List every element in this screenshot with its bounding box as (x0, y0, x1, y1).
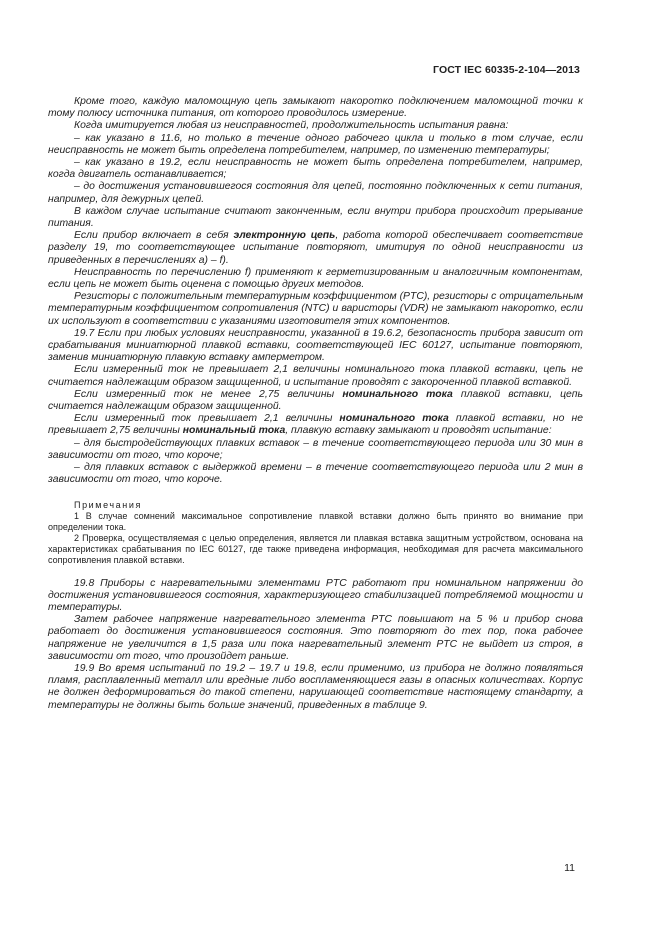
paragraph-clause-19-8: 19.8 Приборы с нагревательными элементами PTC работают при номинальном напряжении до достижения установившегося состояния, характеризующего стабилизацией потребляемой мощности и температуры. (48, 577, 583, 613)
paragraph: Кроме того, каждую маломощную цепь замыкают накоротко подключением маломощной точки к тому полюсу источника питания, от которого проводилось измерение. (48, 96, 583, 120)
page-number: 11 (564, 862, 575, 874)
term-bold: номинального тока (339, 413, 449, 425)
paragraph: Затем рабочее напряжение нагревательного элемента PTC повышают на 5 % и прибор снова работает до достижения установившегося состояния. Это повторяют до тех пор, пока рабочее напряжение не увеличится в 1,5 раза или пока нагревательный элемент PTC не выйдет из строя, в зависимости от того, что произойдет раньше. (48, 614, 583, 662)
list-item: – для плавких вставок с выдержкой времени – в течение соответствующего периода или 2 мин в зависимости от того, что короче. (48, 462, 583, 486)
notes-title: Примечания (74, 499, 142, 510)
text-run: , работа которой обеспечивает соответствие разделу 19, то соответствующее испытание повторяют, имитируя по одной неисправности из приведенных в перечислениях а) – f). (48, 230, 584, 266)
document-code-header: ГОСТ IEC 60335-2-104—2013 (433, 64, 580, 76)
paragraph-21 (48, 413, 583, 437)
paragraph: Когда имитируется любая из неисправностей, продолжительность испытания равна: (74, 120, 509, 132)
text-run: Если измеренный ток не менее 2,75 величины (74, 388, 343, 400)
page-body (48, 96, 583, 712)
text-run: Если прибор включает в себя (74, 230, 234, 242)
list-item: – как указано в 11.6, но только в течение одного рабочего цикла и только в том случае, если неисправность не может быть определена потребителем, например, по изменению температуры; (48, 132, 583, 156)
note-item: 2 Проверка, осуществляемая с целью определения, является ли плавкая вставка защитным устройством, основана на характеристиках срабатывания по IEC 60127, где также приведена информация, необходимая для расчета максимального сопротивления плавкой вставки. (48, 532, 583, 565)
paragraph-electronic-circuit (48, 230, 583, 267)
notes-block (48, 500, 583, 566)
text-run: плавкой вставки, но не превышает 2,75 величины (48, 413, 583, 437)
text-run: , плавкую вставку замыкают и проводят испытание: (285, 425, 552, 437)
list-item: – для быстродействующих плавких вставок – в течение соответствующего периода или 30 мин в зависимости от того, что короче; (48, 437, 583, 461)
paragraph: Резисторы с положительным температурным коэффициентом (PTC), резисторы с отрицательным температурным коэффициентом сопротивления (NTC) и варисторы (VDR) не замыкают накоротко, если их используют в соответствии с указаниями изготовителя этих компонентов. (48, 291, 583, 327)
paragraph-clause-19-7: 19.7 Если при любых условиях неисправности, указанной в 19.6.2, безопасность прибора зависит от срабатывания миниатюрной плавкой вставки, соответствующей IEC 60127, испытание повторяют, заменив миниатюрную плавкую вставку амперметром. (48, 327, 583, 364)
term-bold: номинального тока (342, 388, 453, 400)
term-bold: номинальный тока (182, 425, 286, 437)
paragraph: Если измеренный ток не превышает 2,1 величины номинального тока плавкой вставки, цепь не считается надлежащим образом защищенной, и испытание проводят с закороченной плавкой вставкой. (48, 364, 583, 388)
paragraph-275 (48, 389, 583, 413)
list-item: – как указано в 19.2, если неисправность не может быть определена потребителем, например, когда двигатель останавливается; (48, 157, 583, 181)
paragraph: В каждом случае испытание считают законченным, если внутри прибора происходит прерывание питания. (48, 205, 583, 230)
text-run: Если измеренный ток превышает 2,1 величины (74, 413, 340, 425)
term-bold: электронную цепь (233, 230, 336, 242)
paragraph-clause-19-9: 19.9 Во время испытаний по 19.2 – 19.7 и 19.8, если применимо, из прибора не должно появляться пламя, расплавленный металл или вредные либо воспламеняющиеся газы в опасных количествах. Корпус не должен деформироваться до такой степени, нарушающей соответствие настоящему стандарту, а температуры не должны быть больше значений, приведенных в таблице 9. (48, 662, 583, 711)
list-item: – до достижения установившегося состояния для цепей, постоянно подключенных к сети питания, например, для дежурных цепей. (48, 181, 583, 205)
paragraph: Неисправность по перечислению f) применяют к герметизированным и аналогичным компонентам, если цепь не может быть оценена с помощью других методов. (48, 266, 583, 291)
note-item: 1 В случае сомнений максимальное сопротивление плавкой вставки должно быть принято во внимание при определении тока. (48, 510, 583, 532)
text-run: плавкой вставки, цепь считается надлежащим образом защищенной. (48, 388, 583, 413)
